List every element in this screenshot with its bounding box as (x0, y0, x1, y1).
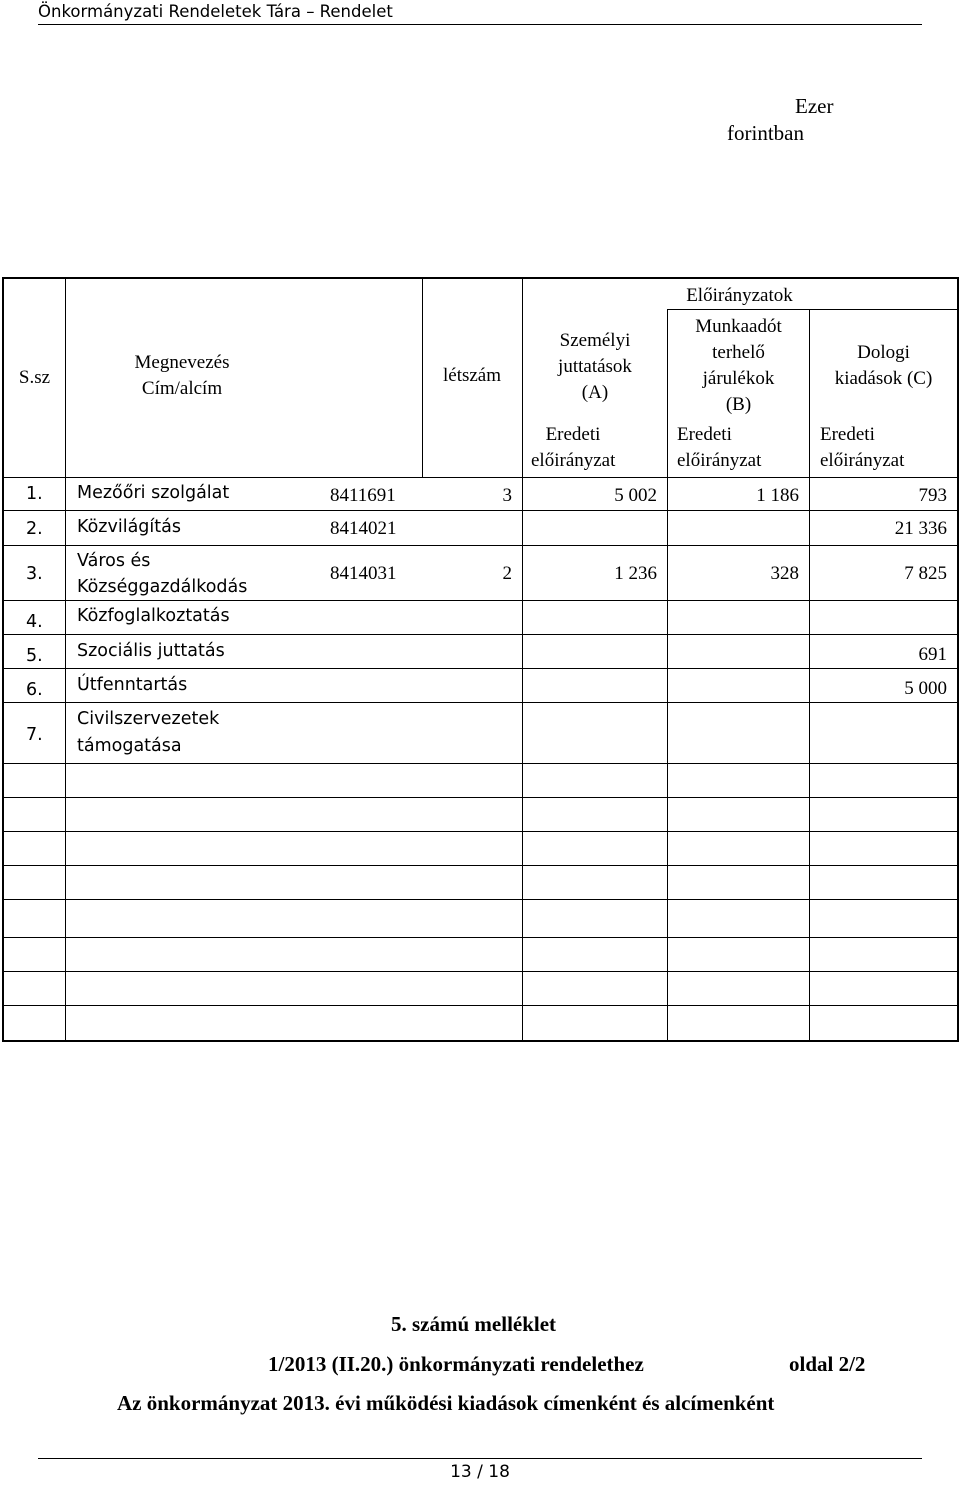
unit-label-line1: Ezer (795, 94, 834, 118)
row-3-b: 328 (770, 563, 799, 584)
row-line (2, 937, 958, 938)
row-1-a: 5 002 (614, 485, 657, 506)
row-5-c: 691 (918, 644, 947, 665)
header-col-a-1: Személyi (559, 330, 631, 351)
group-header-bottom (667, 309, 958, 310)
row-line (2, 634, 958, 635)
header-col-c-1: Dologi (857, 342, 910, 363)
subheader-c-1: Eredeti (820, 424, 875, 445)
unit-label-line2: forintban (727, 121, 804, 145)
row-line (2, 477, 958, 478)
decree-reference: 1/2013 (II.20.) önkormányzati rendelethez (268, 1352, 644, 1376)
page-footer-divider (38, 1458, 922, 1459)
row-2-num: 2. (26, 519, 43, 539)
row-4-name: Közfoglalkoztatás (77, 606, 230, 626)
header-group-eloiranyzatok: Előirányzatok (686, 285, 793, 306)
table-border-right (957, 277, 959, 1042)
header-col-name-2: Cím/alcím (141, 378, 223, 399)
row-line (2, 510, 958, 511)
header-title: Önkormányzati Rendeletek Tára – Rendelet (38, 2, 393, 21)
col-divider-5 (809, 309, 810, 1042)
annex-label: 5. számú melléklet (391, 1312, 557, 1336)
row-6-num: 6. (26, 680, 43, 700)
row-7-num: 7. (26, 725, 43, 745)
row-line (2, 763, 958, 764)
row-1-name: Mezőőri szolgálat (77, 483, 230, 503)
table-border-bottom (2, 1040, 959, 1042)
row-line (2, 831, 958, 832)
row-line (2, 865, 958, 866)
header-col-letszam: létszám (442, 365, 502, 386)
row-6-c: 5 000 (904, 678, 947, 699)
subheader-b-2: előirányzat (677, 450, 762, 471)
row-line (2, 545, 958, 546)
row-7-name-2: támogatása (77, 736, 182, 756)
row-2-c: 21 336 (894, 518, 947, 539)
row-3-num: 3. (26, 564, 43, 584)
row-3-c: 7 825 (904, 563, 947, 584)
row-line (2, 971, 958, 972)
row-5-name: Szociális juttatás (77, 641, 225, 661)
row-line (2, 1005, 958, 1006)
col-divider-4 (667, 309, 668, 1042)
row-1-num: 1. (26, 484, 43, 504)
header-col-b-1: Munkaadót (695, 316, 782, 337)
row-line (2, 899, 958, 900)
header-col-b-3: járulékok (702, 368, 775, 389)
row-3-name-2: Községgazdálkodás (77, 577, 248, 597)
row-6-name: Útfenntartás (77, 675, 188, 695)
row-line (2, 600, 958, 601)
table-border-left (2, 277, 4, 1042)
header-col-name-1: Megnevezés (134, 352, 230, 373)
document-title: Az önkormányzat 2013. évi működési kiadások címenként és alcímenként (117, 1391, 775, 1415)
row-3-name-1: Város és (77, 551, 151, 571)
row-3-a: 1 236 (614, 563, 657, 584)
page-number: 13 / 18 (450, 1462, 510, 1482)
header-col-sz: S.sz (18, 367, 51, 388)
header-col-b-2: terhelő (712, 342, 765, 363)
page-label: oldal 2/2 (789, 1352, 866, 1376)
row-line (2, 797, 958, 798)
subheader-a-2: előirányzat (531, 450, 616, 471)
table-border-top (2, 277, 958, 279)
subheader-c-2: előirányzat (820, 450, 905, 471)
row-3-letszam: 2 (502, 563, 512, 584)
header-col-a-2: juttatások (558, 356, 632, 377)
row-5-num: 5. (26, 646, 43, 666)
row-line (2, 668, 958, 669)
row-4-num: 4. (26, 612, 43, 632)
header-col-c-2: kiadások (C) (834, 368, 933, 389)
header-col-b-4: (B) (725, 394, 752, 415)
row-1-letszam: 3 (502, 485, 512, 506)
row-7-name-1: Civilszervezetek (77, 709, 220, 729)
row-1-c: 793 (918, 485, 947, 506)
row-2-name: Közvilágítás (77, 517, 181, 537)
row-1-b: 1 186 (756, 485, 799, 506)
subheader-b-1: Eredeti (677, 424, 732, 445)
subheader-a-1: Eredeti (545, 424, 601, 445)
row-line (2, 702, 958, 703)
row-1-code: 8411691 (330, 485, 396, 506)
row-2-code: 8414021 (330, 518, 397, 539)
row-3-code: 8414031 (330, 563, 397, 584)
header-col-a-3: (A) (581, 382, 609, 403)
